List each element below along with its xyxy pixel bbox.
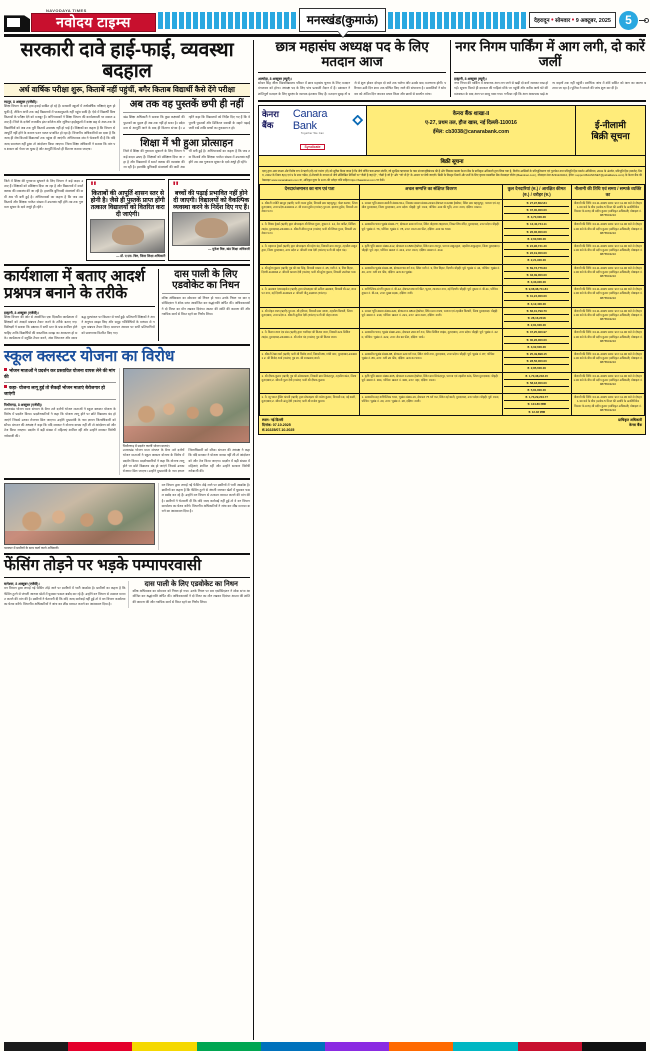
auction-reserve: रु. 31,24,000.00	[526, 294, 547, 299]
auction-property: 1. आवासीय सह वाणिज्यिक भवन, भूखंड संख्या-19, क्षेत्रफल 75 वर्ग गज, स्थित नई बस्ती, मुरादाबाद, उत्तर प्रदेश। चौहद्दी: पूर्व: रास्ता, पश्चिम: भूखंड नं. 20, उत्तर: भूखंड नं. 18, दक्षिण: नाली।	[360, 394, 502, 416]
news-column-left	[4, 40, 254, 1040]
brand-name-hindi: केनरा बैंक	[262, 109, 279, 131]
center-story1-headline[interactable]: छात्र महासंघ अध्यक्ष पद के लिए मतदान आज	[275, 39, 429, 69]
auction-debtor: 1. मै. किशन लाल एंड संस (ऋणी) द्वारा भागीदार श्री किशन लाल, निवासी 221 सिविल लाइंस, मुरादाबाद-244001 2. श्री रमेश चंद (गारंटर) पुत्र श्री किशन लाल।	[260, 329, 360, 351]
auction-date: नीलामी की तिथि: 04.11.2025 समय: प्रातः 11.00 बजे से दोपहर 1.00 बजे के बीच श्री प्रदीप कुमार (प्राधिकृत अधिकारी) मोबाइल नं. 9876543210	[571, 307, 644, 329]
center-story2-byline: हल्द्वानी, 8 अक्टूबर (ब्यूरो)।	[454, 77, 487, 82]
dateline-day: सोमवार	[555, 18, 571, 24]
auction-emd: रु. 12.48 लाख	[528, 409, 545, 414]
auction-date: नीलामी की तिथि: 04.11.2025 समय: प्रातः 11.00 बजे से दोपहर 1.00 बजे के बीच श्री प्रदीप कुमार (प्राधिकृत अधिकारी) मोबाइल नं. 9876543210	[571, 329, 644, 351]
auction-reserve: रु. 26,06,000.00	[526, 229, 547, 234]
auction-debtor: 1. मै. न्यू भारत ट्रेडिंग कंपनी (ऋणी) द्वारा प्रोपराइटर श्री राजेश कुमार, निवासी 19, नई बस्ती, मुरादाबाद 2. श्रीमती अंजू देवी (गारंटर) पत्नी श्री राजेश कुमार।	[260, 394, 360, 416]
auction-row	[260, 394, 645, 416]
auction-reserve: रु. 124.80 लाख	[527, 402, 546, 407]
auction-date: नीलामी की तिथि: 04.11.2025 समय: प्रातः 11.00 बजे से दोपहर 1.00 बजे के बीच श्री प्रदीप कुमार (प्राधिकृत अधिकारी) मोबाइल नं. 9876543210	[571, 221, 644, 243]
col-header-debtor: देनदार/जमानत का नाम एवं पता	[260, 184, 360, 199]
canara-bank-logo-icon	[351, 114, 363, 127]
auction-debtor: 1. श्री मोहन लाल (ऋणी) पुत्र स्व. श्री हरिराम, निवासी ग्राम नगला, तहसील बिलारी, जिला मुरादाबाद, उत्तर प्रदेश 2. श्रीमती सुनीता देवी (गारंटर) पत्नी श्री मोहन लाल।	[260, 307, 360, 329]
dateline-place: देहरादून	[534, 18, 550, 24]
auction-debtor: 1. मै. महाराज ट्रेडर्स (ऋणी) द्वारा प्रोपराइटर श्री महेश चंद्र, निवासी ग्राम रामपुर, तहसील ठाकुरद्वारा, जिला मुरादाबाद, उत्तर प्रदेश 2. श्रीमती राधा देवी (गारंटर) पत्नी श्री महेश चंद्र।	[260, 242, 360, 264]
section5-body: वन विभाग द्वारा लगाई गई फेंसिंग तोड़े जाने पर ग्रामीणों में भारी आक्रोश है। ग्रामीणों का कहना है कि फेंसिंग टूटने से जंगली जानवर खेतों में घुसकर फसल बर्बाद कर रहे हैं। उन्होंने वन विभाग से तत्काल मरम्मत कराने की मांग की है। ग्रामीणों ने चेतावनी दी कि यदि जल्द कार्रवाई नहीं हुई तो वे वन विभाग कार्यालय का घेराव करेंगे। विभागीय अधिकारियों ने जांच कर शीघ्र मरम्मत कराने का आश्वासन दिया है।	[4, 586, 126, 607]
auction-property: 1. आवासीय भवन, भूखंड संख्या-221, क्षेत्रफल 200 वर्ग गज, स्थित सिविल लाइंस, मुरादाबाद, उत्तर प्रदेश। चौहद्दी: पूर्व: भूखंड नं. 220, पश्चिम: भूखंड नं. 222, उत्तर: रोड 30 फीट, दक्षिण: पार्क।	[360, 329, 502, 351]
quote-block-1	[86, 179, 165, 262]
ad-header	[259, 106, 645, 156]
quote-attr-2: — मुकेश बिष्ट, खंड शिक्षा अधिकारी	[208, 247, 250, 252]
auction-emd: रु. 2,85,600.00	[527, 366, 546, 371]
auction-property: 1. आवासीय भवन भूखंड संख्या-77, क्षेत्रफल 100 वर्ग गज, स्थित मोहल्ला लाइनपार, निकट शिव मंदिर, मुरादाबाद, उत्तर प्रदेश। चौहद्दी: पूर्व: भूखंड नं. 76, पश्चिम: भूखंड नं. 78, उत्तर: रास्ता 20 फीट, दक्षिण: अन्य का भवन।	[360, 221, 502, 243]
ad-intro-paragraph: एतद् द्वारा आम जनता और विशेष रूप से ऋणी (यों) एवं गारंटर (रों) को सूचित किया जाता है कि नीचे वर्णित चल/अचल संपत्ति, जो सुरक्षित ऋणदाता के पास संभाग/दृष्टिबंधक की है और जिसका कब्जा केनरा बैंक के प्राधिकृत अधिकारी द्वारा लिया गया है, वित्तीय आस्तियों के प्रतिभूतिकरण एवं पुनर्गठन तथा प्रतिभूति हित प्रवर्तन अधिनियम, 2002 के अंतर्गत, प्रतिभूति हित (प्रवर्तन) नियम, 2002 के नियम 8(6) एवं 9 के साथ पठित, ई-नीलामी के माध्यम से नीचे उल्लिखित तिथियों पर "जैसी है जहां है", "जैसी है जो है" और "जो भी है" के आधार पर बेची जाएगी। बिक्री के विस्तृत नियमों और शर्तों के लिए कृपया प्रस्तावित बैंक वेबसाइट पोर्टल (Baanknet.com), मोबाइल नंबर 8291220210, ईमेल: support.BAANKNET@psballiance.com) के केनरा बैंक की वेबसाइट www.canarabank.com या, अधिकृत मूल्य के 10% की धरोहर राशि सहित https://baanknet.com पर देखें।	[262, 169, 642, 182]
auction-reserve: रु. 28,56,000.00	[526, 359, 547, 364]
auction-table-header-row	[260, 184, 645, 199]
auction-debtor: 1. श्रीमती ज्योति खातून (ऋणी) पत्नी राजन हुसैन, निवासी ग्राम बहादुरपुर, पोस्ट कटघर, जिला मुरादाबाद, उत्तर प्रदेश-244001 2. श्री राजन हुसैन (गारंटर) पुत्र स्व. इरशाद हुसैन, निवासी उपरोक्त पता।	[260, 199, 360, 221]
quote-portrait-1	[90, 219, 165, 253]
ad-branch-address	[367, 106, 575, 155]
auction-dues: रु. 37,25,300.97	[526, 330, 547, 335]
section3-body: उत्तराखंड भोजन माता संगठन के बैनर तले दर्जनों भोजन माताओं ने स्कूल क्लस्टर योजना के विरोध में प्रदर्शन किया। प्रदर्शनकारियों ने कहा कि योजना लागू होने पर छोटे विद्यालय बंद हो जाएंगे जिससे उनका रोजगार छिन जाएगा। उन्होंने मुख्यमंत्री के नाम ज्ञापन जिलाधिकारी को सौंपा। संगठन की अध्यक्ष ने कहा कि यदि सरकार ने योजना वापस नहीं ली तो आंदोलन को और तेज किया जाएगा। प्रदर्शन में बड़ी संख्या में महिलाएं शामिल रहीं और उन्होंने सरकार विरोधी नारेबाजी की।	[4, 407, 116, 438]
auction-dues: रु. 24,96,741.40	[526, 243, 547, 248]
auction-emd: रु. 3,02,600.00	[527, 344, 546, 349]
auction-row	[260, 286, 645, 308]
section3-bullet-2: कहा- योजना लागू हुई तो सैकड़ों भोजन माताएं बेरोजगार हो जाएंगी	[4, 385, 105, 396]
left-filler-1: जिले में शिक्षा की गुणवत्ता सुधारने के लिए विभाग ने कई कदम उठाए हैं। शिक्षकों को प्रशिक्षण दिया जा रहा है और विद्यालयों में स्मार्ट क्लास की व्यवस्था की जा रही है। हालांकि बुनियादी संसाधनों की कमी अब भी बनी हुई है। अभिभावकों का कहना है कि जब तक किताबें और शिक्षक पर्याप्त संख्या में उपलब्ध नहीं होंगे तब तक गुणवत्ता सुधार के दावे अधूरे ही रहेंगे।	[4, 178, 84, 210]
auction-property: 1. आवासीय भूखंड संख्या-88, क्षेत्रफल 120 वर्ग गज, स्थित गांधी नगर, मुरादाबाद, उत्तर प्रदेश। चौहद्दी: पूर्व: भूखंड नं. 87, पश्चिम: भूखंड नं. 89, उत्तर: गली 20 फीट, दक्षिण: अन्य का भवन।	[360, 350, 502, 372]
auction-amounts	[502, 264, 571, 286]
village-photo-caption: पम्पापर में ग्रामीणों के साथ वार्ता करते अधिकारी।	[4, 545, 60, 550]
auction-emd: रु. 2,21,900.00	[527, 258, 546, 263]
auction-debtor: 1. श्री दीपक कुमार (ऋणी) पुत्र श्री ओमप्रकाश, निवासी ग्राम सिकंदरपुर, तहसील कांठ, जिला मुरादाबाद 2. श्रीमती पूजा देवी (गारंटर) पत्नी श्री दीपक कुमार।	[260, 372, 360, 394]
ad-footer-place: स्थान: नई दिल्ली	[262, 417, 284, 422]
center-story2-headline[interactable]: नगर निगम पार्किंग में आग लगी, दो कारें जलीं	[455, 39, 645, 69]
auction-amounts	[502, 307, 571, 329]
auction-emd: रु. 5,81,800.00	[527, 387, 546, 392]
auction-amounts	[502, 242, 571, 264]
ad-title-line2: बिक्री सूचना	[591, 130, 630, 141]
section3-byline: पिथौरागढ़, 8 अक्टूबर (एजेंसी)।	[4, 403, 43, 407]
quote-mark-icon: "	[90, 177, 97, 194]
masthead	[4, 0, 646, 34]
lead-body: शिक्षा विभाग के दावे हवा हवाई साबित हो रहे हैं। सरकारी स्कूलों में अर्धवार्षिक परीक्षाएं शुरू हो चुकी हैं, लेकिन अभी तक कई विद्यालयों में पाठ्यपुस्तकें नहीं पहुंच सकी हैं। ऐसे में विद्यार्थी बिना किताबों के परीक्षा देने को मजबूर हैं। अभिभावकों ने शिक्षा विभाग की कार्यप्रणाली पर सवाल उठाए हैं। जिले के दर्जनों राजकीय इंटर कॉलेज और जूनियर हाईस्कूलों में कक्षा छह से आठ तक के विद्यार्थियों को अब तक पूरी किताबें उपलब्ध नहीं हो पाई हैं। शिक्षकों का कहना है कि विभाग से आपूर्ति नहीं होने के कारण पठन पाठन प्रभावित हो रहा है। विभागीय अधिकारियों का दावा है कि जल्द ही शेष किताबें विद्यालयों तक पहुंचा दी जाएंगी। अभिभावक संघ ने चेतावनी दी है कि यदि जल्द समाधान नहीं हुआ तो आंदोलन किया जाएगा। जिला शिक्षा अधिकारी ने बताया कि मांग पत्र शासन को भेजा जा चुका है और आपूर्ति मिलते ही वितरण कराया जाएगा।	[4, 104, 116, 151]
auction-emd: रु. 2,81,600.00	[527, 323, 546, 328]
col-header-date: नीलामी की तिथि एवं समय / सम्पर्क व्यक्ति का	[571, 184, 644, 199]
brand-tagline: Together We Can	[300, 132, 325, 136]
auction-dues: रु. 69,73,776.63	[526, 265, 547, 270]
auction-emd: रु. 3,12,400.00	[527, 301, 546, 306]
section2-byline: हल्द्वानी, 8 अक्टूबर (एजेंसी)।	[4, 310, 39, 315]
auction-debtor: 1. श्रीमती रेखा शर्मा (ऋणी) पत्नी श्री विनोद शर्मा, निवासी 88, गांधी नगर, मुरादाबाद-244001 2. श्री विनोद शर्मा (गारंटर) पुत्र स्व. श्री रामप्रसाद शर्मा।	[260, 350, 360, 372]
branch-name: केनरा बैंक शाखा-II	[452, 111, 490, 118]
auction-reserve: रु. 58,18,000.00	[526, 380, 547, 385]
auction-dues: रु. 66,01,799.70	[526, 308, 547, 313]
section3-body-cont: उत्तराखंड भोजन माता संगठन के बैनर तले दर्जनों भोजन माताओं ने स्कूल क्लस्टर योजना के विरोध में प्रदर्शन किया। प्रदर्शनकारियों ने कहा कि योजना लागू होने पर छोटे विद्यालय बंद हो जाएंगे जिससे उनका रोजगार छिन जाएगा। उन्होंने मुख्यमंत्री के नाम ज्ञापन जिलाधिकारी को सौंपा। संगठन की अध्यक्ष ने कहा कि यदि सरकार ने योजना वापस नहीं ली तो आंदोलन को और तेज किया जाएगा। प्रदर्शन में बड़ी संख्या में महिलाएं शामिल रहीं और उन्होंने सरकार विरोधी नारेबाजी की।	[122, 448, 250, 474]
auction-row	[260, 350, 645, 372]
lead-headline[interactable]: सरकारी दावे हाई-फाई, व्यवस्था बदहाल	[20, 39, 234, 82]
pin-decor-icon	[639, 20, 646, 21]
lead-subheadline-band: अर्ध वार्षिक परीक्षा शुरू, किताबें नहीं पहुंचीं, बगैर किताब विद्यार्थी कैसे देंगे परीक्षा	[4, 83, 250, 97]
auction-table	[259, 184, 645, 416]
section2-body: शिक्षा विभाग की ओर से आयोजित एक दिवसीय कार्यशाला में शिक्षकों को आदर्श प्रश्नपत्र तैयार करने के तरीके बताए गए। विशेषज्ञों ने बताया कि प्रश्नपत्र में सभी स्तर के प्रश्न शामिल होने चाहिए ताकि विद्यार्थियों की वास्तविक समझ का आकलन हो सके। कार्यशाला में ब्लूप्रिंट तैयार करने, अंक विभाजन और समयबद्ध मूल्यांकन पर विस्तार से चर्चा हुई। प्रतिभागी शिक्षकों ने अपने अनुभव साझा किए और समूह गतिविधियों के माध्यम से नमूना प्रश्नपत्र तैयार किए। समापन अवसर पर सभी प्रतिभागियों को प्रमाणपत्र वितरित किए गए।	[4, 314, 155, 340]
auction-emd: रु. 2,60,600.00	[527, 236, 546, 241]
auction-date: नीलामी की तिथि: 04.11.2025 समय: प्रातः 11.00 बजे से दोपहर 1.00 बजे के बीच श्री प्रदीप कुमार (प्राधिकृत अधिकारी) मोबाइल नं. 9876543210	[571, 350, 644, 372]
auction-property: 1. वाणिज्यिक संपत्ति दुकान नं. बी-12, क्षेत्रफल 80 वर्ग फीट, भूतल, लाजपत नगर, नई दिल्ली। चौहद्दी: पूर्व: दुकान नं. बी-11, पश्चिम: दुकान नं. बी-13, उत्तर: मुख्य सड़क, दक्षिण: गली।	[360, 286, 502, 308]
masthead-divider	[4, 34, 646, 37]
stripe-decor-right	[388, 12, 527, 29]
auction-row	[260, 199, 645, 221]
auction-property: 1. कृषि भूमि खसरा संख्या-412, क्षेत्रफल 0.1580 हेक्टेयर, स्थित ग्राम रामपुर, परगना ठाकुरद्वारा, तहसील ठाकुरद्वारा, जिला मुरादाबाद। चौहद्दी: पूर्व: नहर, पश्चिम: खसरा नं. 413, उत्तर: रास्ता, दक्षिण: खसरा नं. 411।	[360, 242, 502, 264]
auction-date: नीलामी की तिथि: 04.11.2025 समय: प्रातः 11.00 बजे से दोपहर 1.00 बजे के बीच श्री प्रदीप कुमार (प्राधिकृत अधिकारी) मोबाइल नं. 9876543210	[571, 286, 644, 308]
auction-row	[260, 242, 645, 264]
section-fish-headline[interactable]: दास पाली के लिए एडवोकेट का निधन	[172, 269, 240, 292]
ad-brand-block	[259, 106, 367, 155]
ad-footer-ref: सं.10225/07.10.2025	[262, 427, 295, 432]
center-story1-byline: अल्मोड़ा, 8 अक्टूबर (ब्यूरो)।	[258, 77, 292, 82]
page-number-badge: 5	[619, 11, 638, 30]
quote-attr-1: — डॉ. ए.एस. बिष्ट, जिला शिक्षा अधिकारी	[116, 254, 166, 259]
auction-debtor: 1. मै. शिवम ट्रेडर्स (ऋणी) द्वारा प्रोपराइटर श्री शिवम गुप्ता, दुकान नं. 14, मेन मार्केट, सिविल लाइंस, मुरादाबाद-244001 2. श्रीमती सीमा गुप्ता (गारंटर) पत्नी श्री शिवम गुप्ता, निवासी उपरोक्त पता।	[260, 221, 360, 243]
right-column-zone	[254, 40, 646, 1040]
stripe-decor-left	[158, 12, 297, 29]
ad-subtitle: बिक्री सूचना	[259, 156, 645, 167]
auction-debtor: 1. श्री सुरेश कुमार (ऋणी) पुत्र श्री राम सिंह, निवासी मकान नं. 45, गली नं. 3, शिव विहार, दिल्ली-110094 2. श्रीमती कमला देवी (गारंटर) पत्नी श्री सुरेश कुमार, निवासी उपरोक्त पता।	[260, 264, 360, 286]
auction-reserve: रु. 28,16,2018	[527, 315, 546, 320]
auction-emd: रु. 3,33,900.00	[527, 279, 546, 284]
dateline	[529, 12, 616, 28]
section5-byline: बागेश्वर, 8 अक्टूबर (एजेंसी)।	[4, 582, 40, 587]
section5-sub-headline[interactable]: दास पाली के लिए एडवोकेट का निधन	[144, 581, 238, 589]
auction-amounts	[502, 394, 571, 416]
quote-text-1: किताबों की आपूर्ति शासन स्तर से होनी है। जैसे ही पुस्तकें प्राप्त होंगी तत्काल विद्यालयों को वितरित करा दी जाएंगी।	[90, 190, 165, 219]
bullet-square-icon-2	[4, 385, 7, 388]
auction-emd: रु. 3,70,000.00	[527, 215, 546, 220]
section5-headline[interactable]: फेंसिंग तोड़ने पर भड़के पम्पापरवासी	[4, 556, 202, 574]
auction-row	[260, 329, 645, 351]
auction-reserve: रु. 37,00,000.00	[526, 207, 547, 212]
auction-row	[260, 221, 645, 243]
section-fish-body: वरिष्ठ अधिवक्ता का सोमवार को निधन हो गया। उनके निधन पर बार एसोसिएशन ने शोक सभा आयोजित कर श्रद्धांजलि अर्पित की। अधिवक्ताओं ने दो मिनट का मौन रखकर दिवंगत आत्मा की शांति की कामना की और न्यायिक कार्य से विरत रहने का निर्णय लिया।	[161, 296, 250, 317]
logo-kicker: NAVODAYA TIMES	[46, 7, 87, 13]
auction-dues: रु. 12,40,744.11	[526, 222, 547, 227]
ad-footer-signatory: प्राधिकृत अधिकारी	[618, 417, 642, 422]
auction-reserve: रु. 30,26,000.00	[526, 337, 547, 342]
lead2-headline[interactable]: अब तक वह पुस्तकें छपी ही नहीं	[129, 99, 244, 111]
syndicate-badge: Syndicate	[300, 144, 324, 150]
dateline-date: 9 अक्टूबर, 2025	[575, 18, 611, 24]
auction-amounts	[502, 286, 571, 308]
center-story1-body: सोबन सिंह जीना विश्वविद्यालय परिसर में छात्र महासंघ चुनाव के लिए मतदान मंगलवार को होगा। अध्यक्ष पद के लिए पांच प्रत्याशी मैदान में हैं। प्रशासन ने शांतिपूर्ण मतदान के लिए सुरक्षा के व्यापक इंतजाम किए हैं। मतदान सुबह नौ बजे से शुरू होकर दोपहर दो बजे तक चलेगा और उसके बाद मतगणना होगी। परिणाम उसी दिन शाम तक घोषित किए जाने की संभावना है। प्रत्याशियों ने सोमवार को अंतिम दिन जमकर प्रचार किया और छात्रों से समर्थन मांगा।	[258, 81, 447, 96]
auction-dues: रु. 1,73,29,204.77	[525, 395, 548, 400]
ad-footer-date: दिनांक: 07.10.2025	[262, 422, 291, 427]
auction-dues: रु. 27,97,802.84	[526, 200, 547, 205]
section3-headline[interactable]: स्कूल क्लस्टर योजना का विरोध	[4, 348, 175, 366]
bullet-dot-icon: •	[551, 17, 554, 24]
auction-amounts	[502, 350, 571, 372]
col-header-property: अचल सम्पत्ति का संक्षिप्त विवरण	[360, 184, 502, 199]
ad-title-line1: ई-नीलामी	[595, 120, 626, 131]
bottom-color-bar	[4, 1042, 646, 1051]
auction-property: 1. आवासीय भूखंड संख्या-45, क्षेत्रफल 50 वर्ग गज, स्थित गली नं. 3, शिव विहार, दिल्ली। चौहद्दी: पूर्व: भूखंड नं. 44, पश्चिम: भूखंड नं. 46, उत्तर: गली 15 फीट, दक्षिण: अन्य का भूखंड।	[360, 264, 502, 286]
auction-date: नीलामी की तिथि: 04.11.2025 समय: प्रातः 11.30 बजे से दोपहर 1.30 बजे के बीच (प्रत्येक 5 मिनट की अवधि के अनलिमिटेड विस्तार के साथ) श्री प्रदीप कुमार (प्राधिकृत अधिकारी) मोबाइल नं. 9876543210	[571, 394, 644, 416]
newspaper-logo[interactable]	[4, 8, 156, 33]
auction-row	[260, 372, 645, 394]
logo-name: नवोदय टाइम्स	[31, 13, 156, 33]
auction-dues: रु. 1,70,38,218.15	[525, 373, 548, 378]
auction-amounts	[502, 221, 571, 243]
auction-reserve: रु. 22,19,000.00	[526, 251, 547, 256]
auction-property: 1. कृषि भूमि खसरा संख्या-305, क्षेत्रफल 0.2020 हेक्टेयर, स्थित ग्राम सिकंदरपुर, परगना एवं तहसील कांठ, जिला मुरादाबाद। चौहद्दी: पूर्व: खसरा नं. 304, पश्चिम: खसरा नं. 306, उत्तर: नहर, दक्षिण: रास्ता।	[360, 372, 502, 394]
auction-debtor: 1. मै. अग्रवाल एंटरप्राइजेज (ऋणी) द्वारा प्रोपराइटर श्री अनिल अग्रवाल, निवासी बी-12, लाजपत नगर, नई दिल्ली-110024 2. श्रीमती नीतू अग्रवाल (गारंटर)।	[260, 286, 360, 308]
brand-name-english: Canara Bank	[292, 108, 328, 133]
quote-mark-icon-2: "	[172, 177, 180, 194]
auction-date: नीलामी की तिथि: 04.11.2025 समय: प्रातः 11.00 बजे से दोपहर 1.00 बजे के बीच श्री प्रदीप कुमार (प्राधिकृत अधिकारी) मोबाइल नं. 9876543210	[571, 242, 644, 264]
auction-dues: रु. 9,08,98,711.84	[525, 287, 548, 292]
subhead1-body: जिले में शिक्षा की गुणवत्ता सुधारने के लिए विभाग ने कई कदम उठाए हैं। शिक्षकों को प्रशिक्षण दिया जा रहा है और विद्यालयों में स्मार्ट क्लास की व्यवस्था की जा रही है। हालांकि बुनियादी संसाधनों की कमी अब भी बनी हुई है। अभिभावकों का कहना है कि जब तक किताबें और शिक्षक पर्याप्त संख्या में उपलब्ध नहीं होंगे तब तक गुणवत्ता सुधार के दावे अधूरे ही रहेंगे।	[123, 149, 250, 170]
left-filler-2: वन विभाग द्वारा लगाई गई फेंसिंग तोड़े जाने पर ग्रामीणों में भारी आक्रोश है। ग्रामीणों का कहना है कि फेंसिंग टूटने से जंगली जानवर खेतों में घुसकर फसल बर्बाद कर रहे हैं। उन्होंने वन विभाग से तत्काल मरम्मत कराने की मांग की है। ग्रामीणों ने चेतावनी दी कि यदि जल्द कार्रवाई नहीं हुई तो वे वन विभाग कार्यालय का घेराव करेंगे। विभागीय अधिकारियों ने जांच कर शीघ्र मरम्मत कराने का आश्वासन दिया है।	[161, 482, 250, 514]
auction-amounts	[502, 199, 571, 221]
protest-photo-caption: पिथौरागढ़ में प्रदर्शन करतीं भोजन माताएं।	[122, 444, 170, 448]
subhead1-headline[interactable]: शिक्षा में भी हुआ प्रोत्साहन	[140, 138, 234, 150]
auction-property: 1. समस्त भूमि खसरा खतौनी संख्या-511, जिसका खसरा संख्या-2193 क्षेत्रफल 0.0290 हेक्टेयर, स्थित ग्राम बहादुरपुर, परगना एवं तहसील मुरादाबाद, जिला मुरादाबाद, उत्तर प्रदेश। चौहद्दी: पूर्व: रास्ता, पश्चिम: अन्य की भूमि, उत्तर: नाला, दक्षिण: मकान।	[360, 199, 502, 221]
protest-photo	[123, 368, 250, 443]
lead2-body: खंड शिक्षा अधिकारी ने बताया कि कुछ कक्षाओं की पुस्तकों का मुद्रण ही अब तक नहीं हो सका है। प्रदेश स्तर से आपूर्ति आने के बाद ही वितरण संभव है। उन्होंने कहा कि विद्यालयों को निर्देश दिए गए हैं कि वे पुरानी पुस्तकों और डिजिटल सामग्री के सहारे पढ़ाई जारी रखें ताकि बच्चों का नुकसान न हो।	[123, 115, 250, 130]
bullet-square-icon	[4, 368, 7, 371]
auction-property: 1. समस्त भूमि खसरा संख्या-220, क्षेत्रफल 0.0810 हेक्टेयर, स्थित ग्राम नगला, परगना एवं तहसील बिलारी, जिला मुरादाबाद। चौहद्दी: पूर्व: खसरा नं. 219, पश्चिम: खसरा नं. 221, उत्तर: आम रास्ता, दक्षिण: नाली।	[360, 307, 502, 329]
section2-headline[interactable]: कार्यशाला में बताए आदर्श प्रश्नपत्र बनाने के तरीके	[4, 268, 146, 302]
auction-row	[260, 264, 645, 286]
auction-amounts	[502, 329, 571, 351]
logo-mark-icon	[4, 15, 30, 32]
auction-table-body	[260, 199, 645, 415]
auction-date: नीलामी की तिथि: 04.11.2025 समय: प्रातः 11.00 बजे से दोपहर 1.00 बजे के बीच श्री प्रदीप कुमार (प्राधिकृत अधिकारी) मोबाइल नं. 9876543210	[571, 264, 644, 286]
auction-dues: रु. 25,49,898.15	[526, 351, 547, 356]
ad-footer	[259, 416, 645, 434]
ad-title-block	[575, 106, 645, 155]
bullet-dot-icon-2: •	[571, 17, 575, 24]
canara-bank-advertisement	[258, 105, 646, 435]
auction-amounts	[502, 372, 571, 394]
auction-reserve: रु. 33,39,000.00	[526, 272, 547, 277]
center-story2-body: नगर निगम की पार्किंग में अचानक आग लग जाने से खड़ी दो कारें जलकर राख हो गईं। सूचना मिलते ही दमकल की गाड़ियां मौके पर पहुंचीं और करीब आधे घंटे की मशक्कत के बाद आग पर काबू पाया गया। गनीमत रही कि आग आसपास खड़े अन्य वाहनों तक नहीं पहुंची। प्रारंभिक जांच में शॉर्ट सर्किट को आग का कारण बताया जा रहा है। पुलिस ने मामले की जांच शुरू कर दी है।	[454, 81, 646, 96]
section5-body-2: वरिष्ठ अधिवक्ता का सोमवार को निधन हो गया। उनके निधन पर बार एसोसिएशन ने शोक सभा आयोजित कर श्रद्धांजलि अर्पित की। अधिवक्ताओं ने दो मिनट का मौन रखकर दिवंगत आत्मा की शांति की कामना की और न्यायिक कार्य से विरत रहने का निर्णय लिया।	[132, 589, 250, 604]
auction-date: नीलामी की तिथि: 04.11.2025 समय: प्रातः 11.00 बजे से दोपहर 1.00 बजे के बीच श्री प्रदीप कुमार (प्राधिकृत अधिकारी) मोबाइल नं. 9876543210	[571, 372, 644, 394]
edition-tag: मनस्खंड(कुमाऊं)	[299, 8, 387, 32]
ad-footer-bank: केनरा बैंक	[629, 423, 642, 428]
quote-text-2: बच्चों की पढ़ाई प्रभावित नहीं होने दी जाएगी। विद्यालयों को वैकल्पिक व्यवस्था करने के निर्देश दिए गए हैं।	[173, 190, 250, 212]
branch-email: ईमेल: cb3038@canarabank.com	[433, 129, 509, 136]
quote-block-2	[168, 179, 250, 262]
auction-date: नीलामी की तिथि: 04.11.2025 समय: प्रातः 11.00 बजे से दोपहर 1.00 बजे के बीच (प्रत्येक 5 मिनट की अवधि के अनलिमिटेड विस्तार के साथ) श्री प्रदीप कुमार (प्राधिकृत अधिकारी) मोबाइल नं. 9876543210	[571, 199, 644, 221]
col-header-dues: कुल देनदारियां (रु.) / आरक्षित कीमत (रु.) / धरोहर (रु.)	[502, 184, 571, 199]
auction-row	[260, 307, 645, 329]
village-photo	[4, 483, 155, 545]
quote-portrait-2	[172, 212, 250, 246]
section3-bullet-1: भोजन माताओं ने प्रदर्शन कर प्रस्तावित योजना वापस लेने की मांग की	[4, 368, 116, 379]
lead-byline: रुद्रपुर, 8 अक्टूबर (एजेंसी)।	[4, 100, 38, 105]
branch-address: ए-27, प्रथम तल, हौज खास, नई दिल्ली-110016	[425, 120, 517, 127]
